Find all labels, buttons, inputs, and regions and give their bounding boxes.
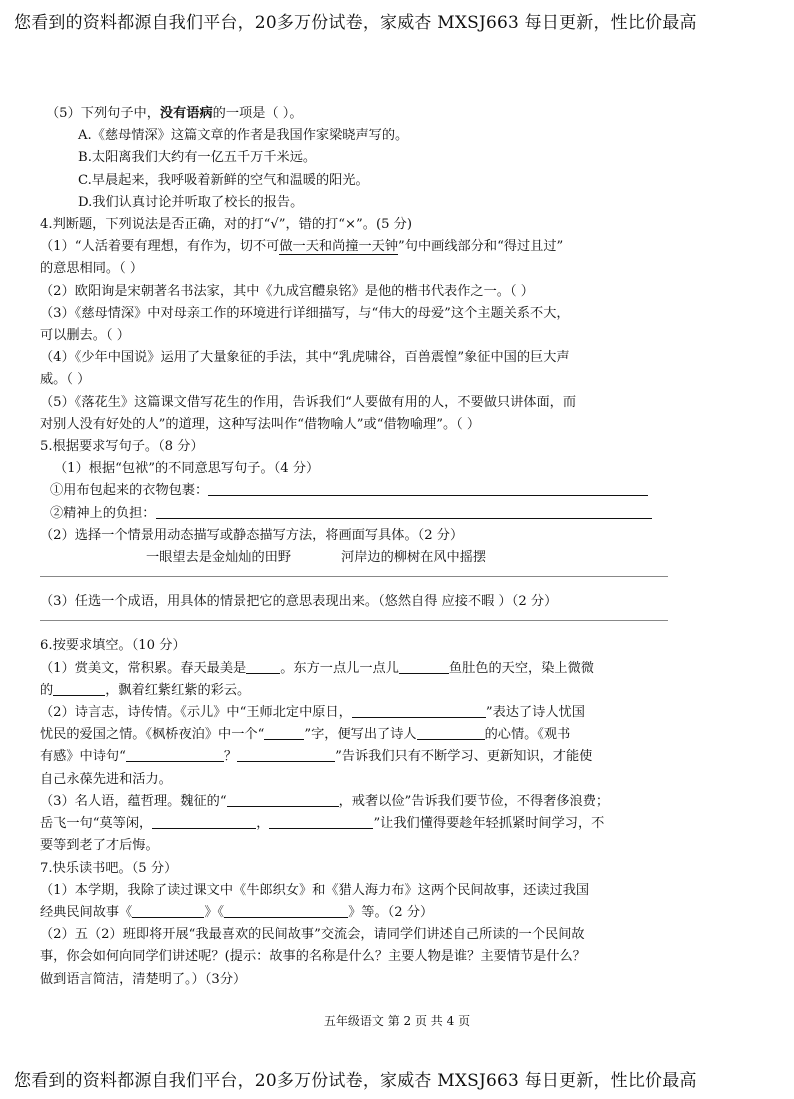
s6-text: ”字，便写出了诗人 [304, 727, 417, 743]
section6-title: 6.按要求填空。（10 分） [40, 638, 186, 654]
page-footer: 五年级语文 第 2 页 共 4 页 [323, 1014, 471, 1028]
s6-text: 。东方一点儿一点儿 [280, 660, 399, 676]
q5-option-a: A.《慈母情深》这篇文章的作者是我国作家梁晓声写的。 [78, 128, 409, 144]
fill-blank[interactable] [224, 902, 348, 918]
s5-part1b [40, 503, 674, 525]
s6-text: ， [256, 816, 270, 832]
s6-line7 [40, 791, 674, 813]
s6-line9: 要等到老了才后悔。 [40, 838, 159, 854]
s7-line4: 事，你会如何向同学们讲述呢？(提示：故事的名称是什么？主要人物是谁？主要情节是什么？ [40, 949, 586, 965]
scene-option-2: 河岸边的柳树在风中摇摆 [341, 550, 487, 566]
fill-blank[interactable] [399, 658, 449, 674]
s5-part2: （2）选择一个情景用动态描写或静态描写方法，将画面写具体。（2 分） [40, 527, 464, 543]
scene-option-1: 一眼望去是金灿灿的田野 [146, 550, 292, 566]
s6-line5 [40, 746, 674, 768]
q5-stem-text: （5）下列句子中， [46, 106, 160, 121]
s6-text: 岳飞一句“莫等闲， [40, 816, 153, 832]
q5-stem [40, 103, 674, 125]
s4-item2: （2）欧阳询是宋朝著名书法家，其中《九成宫醴泉铭》是他的楷书代表作之一。（ ） [40, 283, 534, 299]
s6-line1 [40, 658, 674, 680]
s6-text: 有感》中诗句“ [40, 749, 126, 765]
s7-text: 》等。（2 分） [348, 904, 434, 920]
s4-item1-tail: ”句中画线部分和“得过且过” [398, 239, 564, 255]
fill-blank[interactable] [352, 702, 486, 718]
s6-line2 [40, 680, 674, 702]
s4-item1 [40, 236, 674, 258]
answer-rule[interactable] [40, 620, 668, 621]
s5-part1a [40, 480, 674, 502]
s4-item5-cont: 对别人没有好处的人”的道理，这种写法叫作“借物喻人”或“借物喻理”。（ ） [40, 416, 481, 432]
q5-emphasis: 没有语病 [159, 106, 213, 121]
s6-text: ，飘着红紫红紫的彩云。 [105, 682, 251, 698]
fill-blank[interactable] [152, 813, 256, 829]
q5-option-c: C.早晨起来，我呼吸着新鲜的空气和温暖的阳光。 [78, 172, 369, 188]
section7-title: 7.快乐读书吧。（5 分） [40, 860, 178, 876]
fill-blank[interactable] [246, 658, 280, 674]
s4-item1-cont: 的意思相同。（ ） [40, 261, 144, 277]
s6-text: 的心情。《观书 [484, 727, 571, 743]
s6-line6: 自己永葆先进和活力。 [40, 771, 172, 787]
s5-part1b-label: ②精神上的负担： [50, 505, 156, 521]
s6-text: （2）诗言志，诗传情。《示儿》中“王师北定中原日， [40, 705, 352, 721]
s6-text: 鱼肚色的天空，染上微微 [448, 660, 594, 676]
s7-line5: 做到语言简洁，清楚明了。）（3分） [40, 971, 247, 987]
s7-line2 [40, 902, 674, 924]
s7-line1: （1）本学期，我除了读过课文中《牛郎织女》和《猎人海力布》这两个民间故事，还读过我国 [40, 882, 590, 898]
fill-blank[interactable] [126, 746, 224, 762]
s5-part1: （1）根据“包袱”的不同意思写句子。（4 分） [54, 461, 320, 477]
answer-line[interactable] [208, 480, 648, 496]
q5-option-d: D.我们认真讨论并听取了校长的报告。 [78, 194, 304, 210]
q5-option-b: B.太阳离我们大约有一亿五千万千米远。 [78, 150, 317, 166]
s6-text: ”告诉我们只有不断学习、更新知识，才能使 [335, 749, 593, 765]
s6-text: ，戒奢以俭”告诉我们要节俭，不得奢侈浪费； [338, 793, 610, 809]
fill-blank[interactable] [417, 724, 485, 740]
s4-item3-cont: 可以删去。（ ） [40, 328, 130, 344]
s7-line3: （2）五（2）班即将开展“我最喜欢的民间故事”交流会，请同学们讲述自己所读的一个民间故 [40, 927, 585, 943]
s4-item1-underlined: 做一天和尚撞一天钟 [279, 239, 399, 255]
s6-text: ”让我们懂得要趁年轻抓紧时间学习，不 [373, 816, 605, 832]
answer-line[interactable] [156, 503, 652, 519]
fill-blank[interactable] [132, 902, 204, 918]
s6-line3 [40, 702, 674, 724]
s4-item4: （4）《少年中国说》运用了大量象征的手法，其中“乳虎啸谷，百兽震惶”象征中国的巨大声 [40, 350, 570, 366]
exam-page-content [40, 103, 674, 991]
section5-title: 5.根据要求写句子。（8 分） [40, 439, 204, 455]
s6-text: 的 [40, 682, 54, 698]
s4-item3: （3）《慈母情深》中对母亲工作的环境进行详细描写，与“伟大的母爱”这个主题关系不大， [40, 305, 570, 321]
s4-item1-text: （1）“人活着要有理想，有作为，切不可 [40, 239, 280, 255]
s7-text: 经典民间故事《 [40, 904, 133, 920]
s6-text: （3）名人语，蕴哲理。魏征的“ [40, 793, 227, 809]
footer-watermark-banner: 您看到的资料都源自我们平台，20多万份试卷，家威杏 MXSJ663 每日更新，性比价最高 [14, 1071, 697, 1091]
s5-part3: （3）任选一个成语，用具体的情景把它的意思表现出来。（悠然自得 应接不暇 ）（2 分） [40, 594, 558, 610]
s7-text: 》《 [204, 904, 225, 920]
s6-text: ？ [223, 749, 238, 765]
fill-blank[interactable] [237, 746, 335, 762]
s6-text: 忧民的爱国之情。《枫桥夜泊》中一个“ [40, 727, 265, 743]
fill-blank[interactable] [269, 813, 373, 829]
s6-line8 [40, 813, 674, 835]
s6-line4 [40, 724, 674, 746]
fill-blank[interactable] [227, 791, 339, 807]
s4-item4-cont: 威。（ ） [40, 372, 91, 388]
s5-part1a-label: ①用布包起来的衣物包裹： [50, 483, 209, 499]
fill-blank[interactable] [264, 724, 304, 740]
s5-scenes [40, 547, 674, 569]
s6-text: （1）赏美文，常积累。春天最美是 [40, 660, 247, 676]
section4-title: 4.判断题，下列说法是否正确，对的打“√”，错的打“×”。(5 分) [40, 217, 412, 233]
fill-blank[interactable] [53, 680, 105, 696]
q5-stem-tail: 的一项是（ ）。 [212, 106, 303, 121]
answer-rule[interactable] [40, 576, 668, 577]
s4-item5: （5）《落花生》这篇课文借写花生的作用，告诉我们“人要做有用的人，不要做只讲体面，而 [40, 394, 577, 410]
header-watermark-banner: 您看到的资料都源自我们平台，20多万份试卷，家威杏 MXSJ663 每日更新，性比价最高 [14, 13, 697, 33]
s6-text: ”表达了诗人忧国 [485, 705, 585, 721]
